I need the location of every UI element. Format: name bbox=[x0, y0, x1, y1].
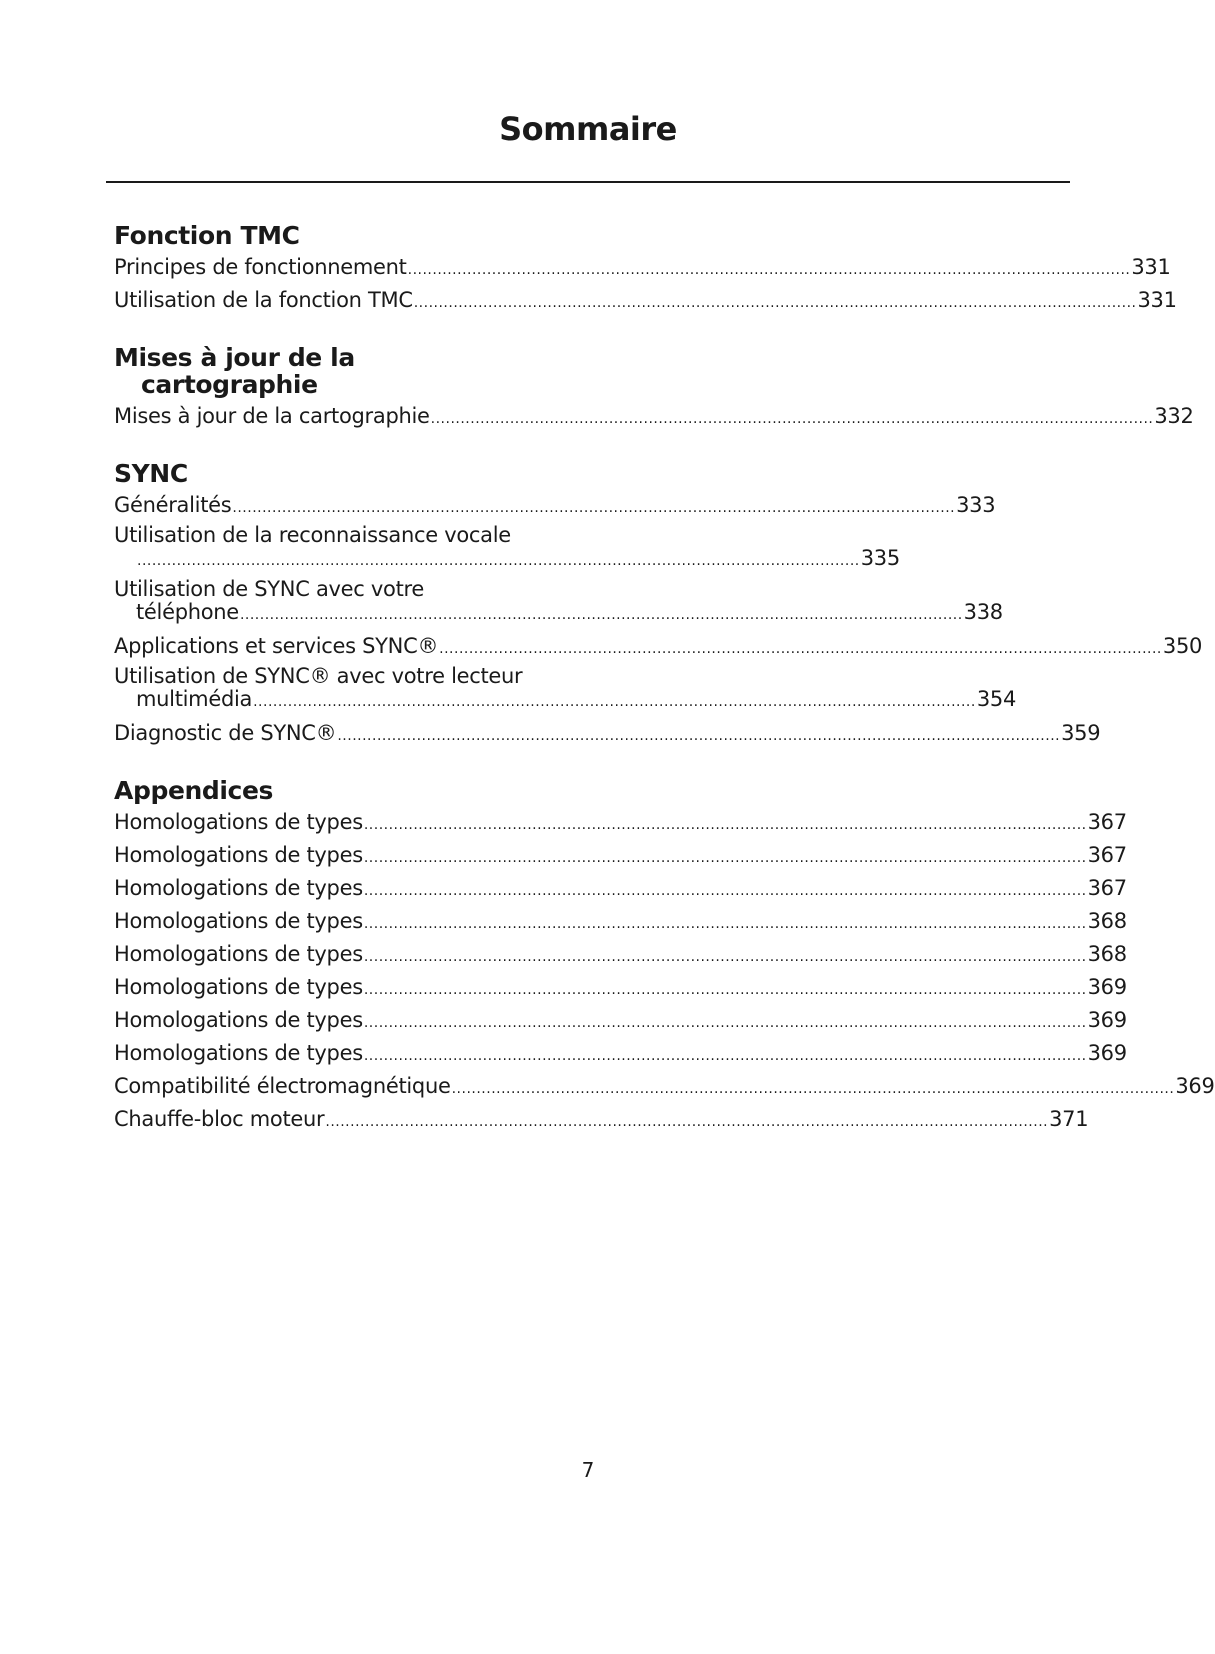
dot-leader: .................................................................................................................................................. bbox=[363, 883, 1087, 899]
toc-entry-label: Homologations de types bbox=[114, 975, 363, 999]
page-number: 7 bbox=[581, 1458, 595, 1482]
toc-entry-page: 369 bbox=[1087, 1008, 1127, 1032]
toc-entry[interactable] bbox=[114, 664, 1017, 718]
toc-entry-page: 335 bbox=[860, 546, 900, 570]
toc-entry-label: Généralités bbox=[114, 493, 232, 517]
dot-leader: .................................................................................................................................................. bbox=[337, 728, 1061, 744]
toc-entry-label: Homologations de types bbox=[114, 843, 363, 867]
toc-section-appendices bbox=[114, 776, 1215, 1137]
toc-entry-page: 369 bbox=[1087, 975, 1127, 999]
toc-entry-label: Chauffe-bloc moteur bbox=[114, 1107, 325, 1131]
toc-entry-page: 367 bbox=[1087, 876, 1127, 900]
toc-entry-page: 368 bbox=[1087, 942, 1127, 966]
dot-leader: .................................................................................................................................................. bbox=[253, 694, 976, 710]
toc-entry-page: 367 bbox=[1087, 810, 1127, 834]
dot-leader: .................................................................................................................................................. bbox=[363, 1015, 1087, 1031]
toc-section-sync bbox=[114, 459, 1203, 751]
toc-entry-page: 333 bbox=[956, 493, 996, 517]
toc-entry-page: 331 bbox=[1137, 288, 1177, 312]
table-of-contents bbox=[114, 221, 1215, 1163]
toc-entry[interactable] bbox=[114, 972, 1127, 1005]
dot-leader: .................................................................................................................................................. bbox=[363, 850, 1087, 866]
toc-entry-page: 350 bbox=[1162, 634, 1203, 658]
toc-entry-label: Homologations de types bbox=[114, 942, 363, 966]
dot-leader: .................................................................................................................................................. bbox=[363, 949, 1087, 965]
toc-entry-label: Mises à jour de la cartographie bbox=[114, 404, 430, 428]
toc-entry[interactable] bbox=[114, 718, 1101, 751]
toc-entry[interactable] bbox=[114, 939, 1127, 972]
dot-leader: .................................................................................................................................................. bbox=[232, 500, 956, 516]
dot-leader: .................................................................................................................................................. bbox=[413, 295, 1137, 311]
dot-leader: .................................................................................................................................................. bbox=[363, 982, 1087, 998]
toc-entry-page: 371 bbox=[1049, 1107, 1089, 1131]
toc-entry[interactable] bbox=[114, 490, 996, 523]
dot-leader: .................................................................................................................................................. bbox=[407, 262, 1131, 278]
toc-entry-label: Applications et services SYNC® bbox=[114, 634, 439, 658]
toc-entry-label: Principes de fonctionnement bbox=[114, 255, 407, 279]
toc-entry[interactable] bbox=[114, 252, 1171, 285]
section-heading: Appendices bbox=[114, 776, 274, 805]
toc-entry-page: 354 bbox=[976, 687, 1017, 711]
dot-leader: .................................................................................................................................................. bbox=[137, 553, 860, 569]
toc-entry-label-cont: multimédia bbox=[136, 687, 253, 711]
toc-entry[interactable] bbox=[114, 1104, 1089, 1137]
toc-entry-label: Homologations de types bbox=[114, 876, 363, 900]
toc-entry-page: 369 bbox=[1087, 1041, 1127, 1065]
toc-entry-label-cont: téléphone bbox=[136, 600, 239, 624]
toc-entry-label: Utilisation de SYNC® avec votre lecteur bbox=[114, 664, 523, 688]
section-heading: Fonction TMC bbox=[114, 221, 300, 250]
toc-entry[interactable] bbox=[114, 401, 1194, 434]
toc-entry-label: Utilisation de la reconnaissance vocale bbox=[114, 523, 511, 547]
toc-entry[interactable] bbox=[114, 906, 1127, 939]
toc-section-mises-a-jour bbox=[114, 343, 1194, 434]
toc-entry-page: 332 bbox=[1154, 404, 1194, 428]
dot-leader: .................................................................................................................................................. bbox=[363, 916, 1087, 932]
toc-entry[interactable] bbox=[114, 807, 1127, 840]
toc-entry[interactable] bbox=[114, 1005, 1127, 1038]
toc-entry[interactable] bbox=[114, 631, 1203, 664]
toc-entry-page: 367 bbox=[1087, 843, 1127, 867]
section-heading-line1: Mises à jour de la bbox=[114, 343, 355, 372]
dot-leader: .................................................................................................................................................. bbox=[325, 1114, 1049, 1130]
dot-leader: .................................................................................................................................................. bbox=[363, 1048, 1087, 1064]
toc-entry[interactable] bbox=[114, 285, 1177, 318]
toc-entry[interactable] bbox=[114, 577, 1003, 631]
toc-entry-page: 369 bbox=[1175, 1074, 1215, 1098]
toc-entry-label: Homologations de types bbox=[114, 1008, 363, 1032]
toc-entry-label: Diagnostic de SYNC® bbox=[114, 721, 337, 745]
dot-leader: .................................................................................................................................................. bbox=[363, 817, 1087, 833]
toc-entry-label: Utilisation de la fonction TMC bbox=[114, 288, 413, 312]
toc-entry[interactable] bbox=[114, 1071, 1215, 1104]
dot-leader: .................................................................................................................................................. bbox=[451, 1081, 1175, 1097]
toc-entry-label: Homologations de types bbox=[114, 810, 363, 834]
toc-entry-page: 331 bbox=[1131, 255, 1171, 279]
toc-entry-label: Utilisation de SYNC avec votre bbox=[114, 577, 424, 601]
section-heading-line2: cartographie bbox=[141, 370, 318, 399]
page-title: Sommaire bbox=[499, 110, 677, 148]
toc-entry-label: Homologations de types bbox=[114, 909, 363, 933]
header-divider bbox=[106, 181, 1070, 183]
toc-entry-label: Compatibilité électromagnétique bbox=[114, 1074, 451, 1098]
toc-entry-page: 368 bbox=[1087, 909, 1127, 933]
toc-entry-page: 338 bbox=[963, 600, 1003, 624]
toc-entry[interactable] bbox=[114, 523, 900, 577]
toc-section-fonction-tmc bbox=[114, 221, 1177, 318]
toc-entry[interactable] bbox=[114, 873, 1127, 906]
section-heading bbox=[114, 344, 564, 398]
dot-leader: .................................................................................................................................................. bbox=[239, 607, 963, 623]
toc-entry[interactable] bbox=[114, 1038, 1127, 1071]
toc-entry-page: 359 bbox=[1061, 721, 1101, 745]
dot-leader: .................................................................................................................................................. bbox=[439, 641, 1162, 657]
section-heading: SYNC bbox=[114, 459, 188, 488]
toc-entry[interactable] bbox=[114, 840, 1127, 873]
dot-leader: .................................................................................................................................................. bbox=[430, 411, 1154, 427]
toc-entry-label: Homologations de types bbox=[114, 1041, 363, 1065]
